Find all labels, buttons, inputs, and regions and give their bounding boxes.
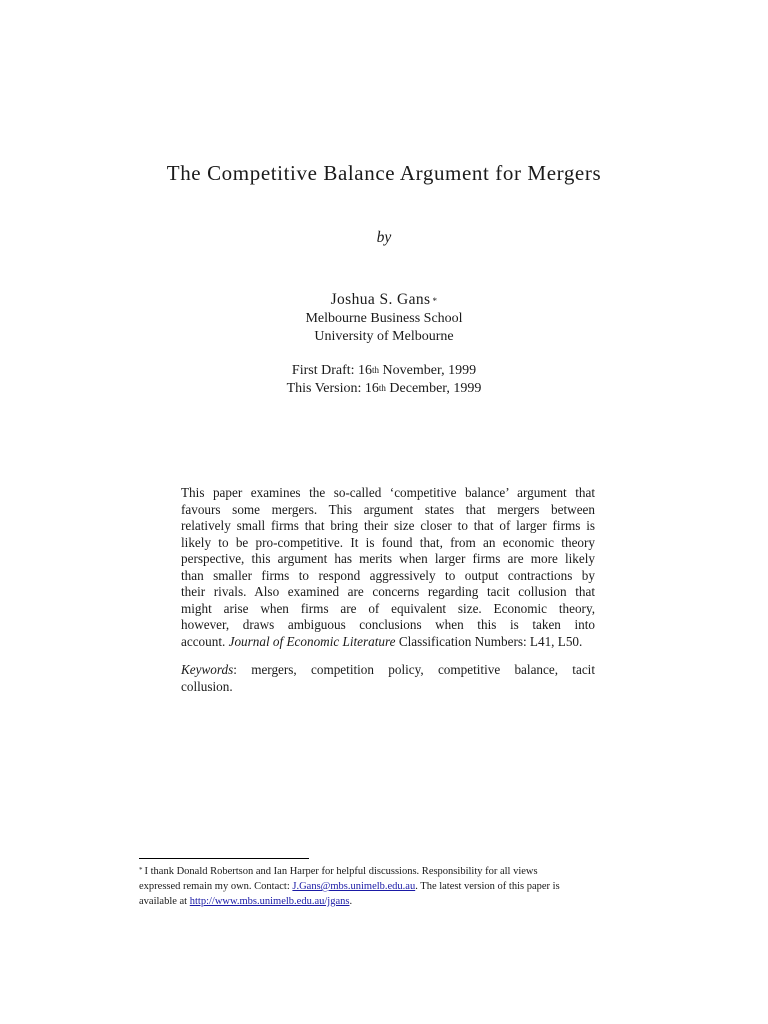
footnote-mark: *: [139, 866, 143, 874]
abstract-line: perspective, this argument has merits when larger firms are more likely: [181, 551, 595, 566]
abstract-last-prefix: account.: [181, 633, 229, 649]
journal-name: Journal of Economic Literature: [228, 633, 396, 649]
abstract-line: than smaller firms to respond aggressively to output contractions by: [181, 567, 595, 583]
this-version-sup: th: [378, 383, 386, 393]
keywords: [181, 662, 595, 695]
abstract-last-line: [181, 634, 595, 651]
author-footnote-mark: *: [432, 296, 438, 306]
abstract-last-suffix: Classification Numbers: L41, L50.: [395, 633, 583, 649]
author-name-text: Joshua S. Gans: [330, 291, 431, 308]
abstract-line: might arise when firms are of equivalent size. Economic theory,: [181, 600, 595, 616]
footnote-text-2: expressed remain my own. Contact:: [139, 881, 293, 892]
contact-email-link[interactable]: J.Gans@mbs.unimelb.edu.au: [292, 881, 416, 892]
first-draft-sup: th: [372, 365, 380, 375]
keywords-line-1: [181, 662, 595, 679]
footnote-line-3: [139, 894, 619, 909]
author-name: [0, 290, 768, 310]
footnote-text-3b: .: [349, 896, 353, 907]
paper-url-link[interactable]: http://www.mbs.unimelb.edu.au/jgans: [189, 896, 350, 907]
abstract-line: however, draws ambiguous conclusions when this is taken into: [181, 617, 595, 632]
affiliation-school: Melbourne Business School: [305, 311, 463, 326]
this-version-prefix: This Version: 16: [286, 381, 379, 396]
footnote-rule: [139, 858, 309, 859]
paper-title: The Competitive Balance Argument for Mergers: [166, 161, 602, 185]
byline: by: [376, 229, 392, 246]
keywords-label: Keywords: [181, 662, 234, 677]
abstract-line: relatively small firms that bring their size closer to that of larger firms is: [181, 518, 595, 533]
abstract-line: their rivals. Also examined are concerns regarding tacit collusion that: [181, 584, 595, 599]
abstract: [181, 485, 595, 650]
first-draft-prefix: First Draft: 16: [291, 363, 373, 378]
keywords-text: : mergers, competition policy, competitive balance, tacit: [233, 662, 595, 677]
footnote-line-1: [139, 864, 619, 879]
abstract-line: favours some mergers. This argument states that mergers between: [181, 501, 595, 517]
footnote-line-2: [139, 879, 619, 894]
footnote: [139, 864, 619, 909]
footnote-text-2b: . The latest version of this paper is: [415, 881, 560, 892]
abstract-line: likely to be pro-competitive. It is found that, from an economic theory: [181, 534, 595, 550]
footnote-text-1: I thank Donald Robertson and Ian Harper for helpful discussions. Responsibility for all views: [144, 866, 538, 877]
first-draft-date: [0, 362, 768, 380]
footnote-text-3: available at: [139, 896, 190, 907]
abstract-line: This paper examines the so-called ‘competitive balance’ argument that: [181, 485, 595, 500]
this-version-suffix: December, 1999: [385, 381, 482, 396]
keywords-line-2: collusion.: [181, 678, 233, 694]
this-version-date: [0, 380, 768, 398]
affiliation-university: University of Melbourne: [314, 329, 454, 344]
first-draft-suffix: November, 1999: [379, 363, 477, 378]
